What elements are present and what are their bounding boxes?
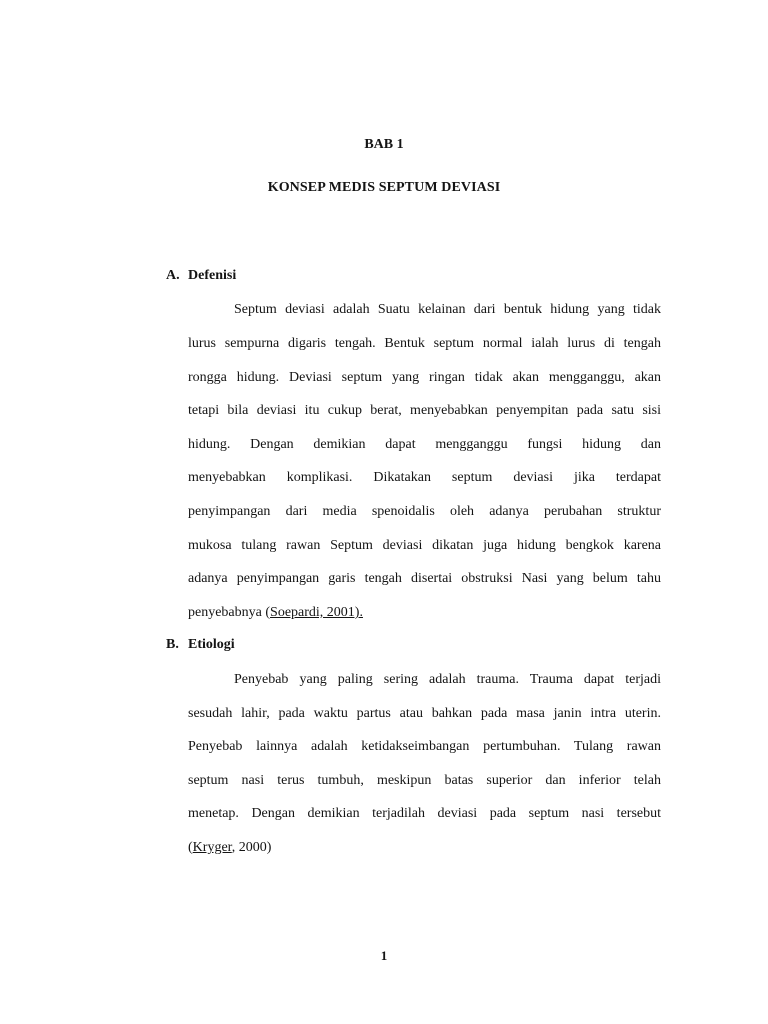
paragraph-line: Penyebab yang paling sering adalah trauma. Trauma dapat terjadi [234,672,661,687]
section-title: Defenisi [188,268,237,283]
paragraph-line: tetapi bila deviasi itu cukup berat, menyebabkan penyempitan pada satu sisi [188,403,661,418]
paragraph-line: adanya penyimpangan garis tengah disertai obstruksi Nasi yang belum tahu [188,571,661,586]
line-text: , 2000) [231,840,272,855]
section-heading-defenisi [166,268,236,284]
paragraph-line: Penyebab lainnya adalah ketidakseimbangan pertumbuhan. Tulang rawan [188,739,661,754]
chapter-title: KONSEP MEDIS SEPTUM DEVIASI [267,180,501,195]
paragraph-line: sesudah lahir, pada waktu partus atau bahkan pada masa janin intra uterin. [188,706,661,721]
line-text: penyebabnya ( [188,605,271,620]
paragraph-line-last [188,839,661,857]
paragraph-line: menyebabkan komplikasi. Dikatakan septum deviasi jika terdapat [188,470,661,485]
page-number: 1 [380,948,388,963]
paragraph-line: lurus sempurna digaris tengah. Bentuk septum normal ialah lurus di tengah [188,336,661,351]
paragraph-line: menetap. Dengan demikian terjadilah deviasi pada septum nasi tersebut [188,806,661,821]
section-heading-etiologi [166,637,235,653]
paragraph-line: hidung. Dengan demikian dapat mengganggu fungsi hidung dan [188,437,661,452]
section-title: Etiologi [188,637,235,652]
paragraph-line: Septum deviasi adalah Suatu kelainan dari bentuk hidung yang tidak [234,302,661,317]
citation-link: Soepardi, 2001). [270,605,363,620]
paragraph-line: septum nasi terus tumbuh, meskipun batas superior dan inferior telah [188,773,661,788]
chapter-label: BAB 1 [364,137,404,152]
paragraph-line: rongga hidung. Deviasi septum yang ringan tidak akan mengganggu, akan [188,370,661,385]
section-letter: B. [166,637,179,652]
line-text: ( [188,840,193,855]
section-letter: A. [166,268,180,283]
citation-link: Kryger [192,840,232,855]
paragraph-line: penyimpangan dari media spenoidalis oleh adanya perubahan struktur [188,504,661,519]
paragraph-line-last [188,604,661,622]
paragraph-line: mukosa tulang rawan Septum deviasi dikatan juga hidung bengkok karena [188,538,661,553]
